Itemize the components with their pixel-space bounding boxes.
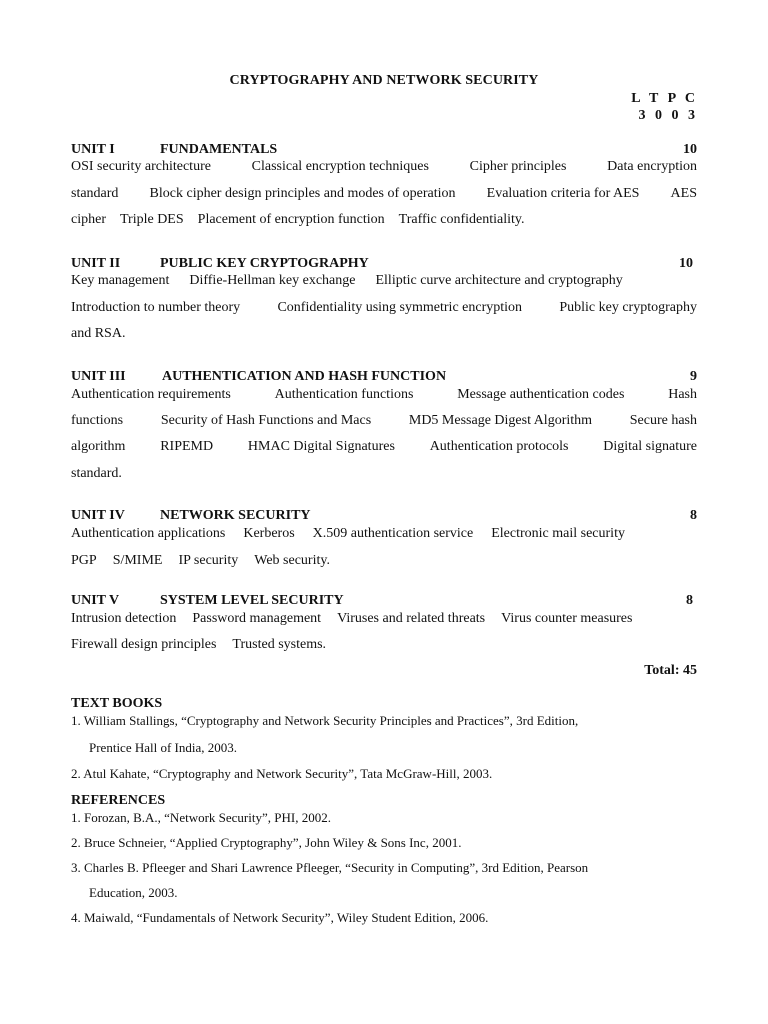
unit-1-line-3 bbox=[71, 211, 697, 229]
topic: and RSA. bbox=[71, 326, 126, 341]
unit-title: SYSTEM LEVEL SECURITY bbox=[160, 593, 344, 608]
topic: Triple DES bbox=[119, 212, 184, 227]
topic: Public key cryptography bbox=[559, 300, 697, 315]
text-books-heading: TEXT BOOKS bbox=[71, 696, 163, 711]
unit-hours: 8 bbox=[690, 508, 697, 523]
topic: Authentication functions bbox=[274, 387, 414, 402]
topic: Block cipher design principles and modes of operation bbox=[149, 186, 456, 201]
topic: Evaluation criteria for AES bbox=[486, 186, 640, 201]
unit-1-line-1 bbox=[71, 158, 697, 176]
unit-title: PUBLIC KEY CRYPTOGRAPHY bbox=[160, 256, 369, 271]
topic: S/MIME bbox=[112, 553, 163, 568]
unit-title: FUNDAMENTALS bbox=[160, 142, 278, 157]
topic: Introduction to number theory bbox=[71, 300, 241, 315]
unit-3-line-2 bbox=[71, 412, 697, 430]
unit-3-header bbox=[71, 369, 697, 387]
topic: Authentication protocols bbox=[429, 439, 569, 454]
topic: Cipher principles bbox=[469, 159, 567, 174]
reference-item: 4. Maiwald, “Fundamentals of Network Security”, Wiley Student Edition, 2006. bbox=[71, 910, 489, 925]
reference-item-continuation: Education, 2003. bbox=[89, 885, 178, 900]
unit-hours: 8 bbox=[686, 593, 693, 608]
topic: Viruses and related threats bbox=[337, 611, 486, 626]
unit-5-line-2 bbox=[71, 636, 697, 654]
unit-1-line-2 bbox=[71, 185, 697, 203]
topic: cipher bbox=[71, 212, 106, 227]
text-book-item: 1. William Stallings, “Cryptography and Network Security Principles and Practices”, 3rd Edition, bbox=[71, 713, 579, 728]
reference-item: 3. Charles B. Pfleeger and Shari Lawrence Pfleeger, “Security in Computing”, 3rd Edition, Pearson bbox=[71, 860, 589, 875]
topic: algorithm bbox=[71, 439, 126, 454]
topic: AES bbox=[670, 186, 697, 201]
topic: Key management bbox=[71, 273, 170, 288]
topic: MD5 Message Digest Algorithm bbox=[408, 413, 593, 428]
topic: Password management bbox=[192, 611, 322, 626]
topic: Diffie-Hellman key exchange bbox=[189, 273, 356, 288]
topic: Confidentiality using symmetric encryption bbox=[277, 300, 523, 315]
topic: standard. bbox=[71, 466, 122, 481]
unit-4-header bbox=[71, 508, 697, 526]
topic: Security of Hash Functions and Macs bbox=[160, 413, 372, 428]
topic: X.509 authentication service bbox=[312, 526, 474, 541]
topic: OSI security architecture bbox=[71, 159, 211, 174]
unit-number: UNIT V bbox=[71, 593, 120, 608]
topic: Placement of encryption function bbox=[197, 212, 385, 227]
topic: Kerberos bbox=[243, 526, 295, 541]
unit-3-line-1 bbox=[71, 386, 697, 404]
topic: Web security. bbox=[254, 553, 330, 568]
topic: Firewall design principles bbox=[71, 637, 217, 652]
topic: Secure hash bbox=[629, 413, 697, 428]
unit-2-line-1 bbox=[71, 272, 697, 290]
topic: Authentication applications bbox=[71, 526, 226, 541]
topic: standard bbox=[71, 186, 119, 201]
unit-hours: 10 bbox=[683, 142, 697, 157]
topic: PGP bbox=[71, 553, 97, 568]
document-title: CRYPTOGRAPHY AND NETWORK SECURITY bbox=[229, 73, 539, 88]
ltpc-values: 3 0 0 3 bbox=[638, 108, 698, 123]
unit-5-line-1 bbox=[71, 610, 697, 628]
topic: RIPEMD bbox=[160, 439, 214, 454]
unit-4-line-2 bbox=[71, 552, 697, 570]
total-hours: Total: 45 bbox=[644, 663, 697, 678]
topic: Elliptic curve architecture and cryptography bbox=[375, 273, 623, 288]
unit-hours: 10 bbox=[679, 256, 693, 271]
text-book-item-continuation: Prentice Hall of India, 2003. bbox=[89, 740, 238, 755]
unit-number: UNIT IV bbox=[71, 508, 125, 523]
topic: Electronic mail security bbox=[491, 526, 625, 541]
reference-item: 1. Forozan, B.A., “Network Security”, PHI, 2002. bbox=[71, 810, 331, 825]
unit-number: UNIT II bbox=[71, 256, 121, 271]
unit-number: UNIT I bbox=[71, 142, 115, 157]
topic: Hash bbox=[668, 387, 697, 402]
unit-2-line-3 bbox=[71, 325, 697, 343]
unit-3-line-4 bbox=[71, 465, 697, 483]
topic: HMAC Digital Signatures bbox=[247, 439, 395, 454]
topic: Message authentication codes bbox=[457, 387, 625, 402]
ltpc-label: L T P C bbox=[631, 91, 698, 106]
topic: IP security bbox=[178, 553, 239, 568]
topic: Virus counter measures bbox=[501, 611, 633, 626]
topic: Traffic confidentiality. bbox=[398, 212, 525, 227]
topic: Data encryption bbox=[607, 159, 697, 174]
unit-2-line-2 bbox=[71, 299, 697, 317]
topic: functions bbox=[71, 413, 124, 428]
reference-item: 2. Bruce Schneier, “Applied Cryptography”, John Wiley & Sons Inc, 2001. bbox=[71, 835, 462, 850]
unit-title: AUTHENTICATION AND HASH FUNCTION bbox=[162, 369, 447, 384]
topic: Authentication requirements bbox=[71, 387, 231, 402]
topic: Trusted systems. bbox=[232, 637, 327, 652]
unit-hours: 9 bbox=[690, 369, 697, 384]
unit-5-header bbox=[71, 593, 697, 611]
topic: Digital signature bbox=[603, 439, 697, 454]
topic: Classical encryption techniques bbox=[251, 159, 429, 174]
unit-number: UNIT III bbox=[71, 369, 126, 384]
text-book-item: 2. Atul Kahate, “Cryptography and Network Security”, Tata McGraw-Hill, 2003. bbox=[71, 766, 493, 781]
topic: Intrusion detection bbox=[71, 611, 177, 626]
unit-4-line-1 bbox=[71, 525, 697, 543]
unit-title: NETWORK SECURITY bbox=[160, 508, 311, 523]
references-heading: REFERENCES bbox=[71, 793, 166, 808]
unit-3-line-3 bbox=[71, 438, 697, 456]
